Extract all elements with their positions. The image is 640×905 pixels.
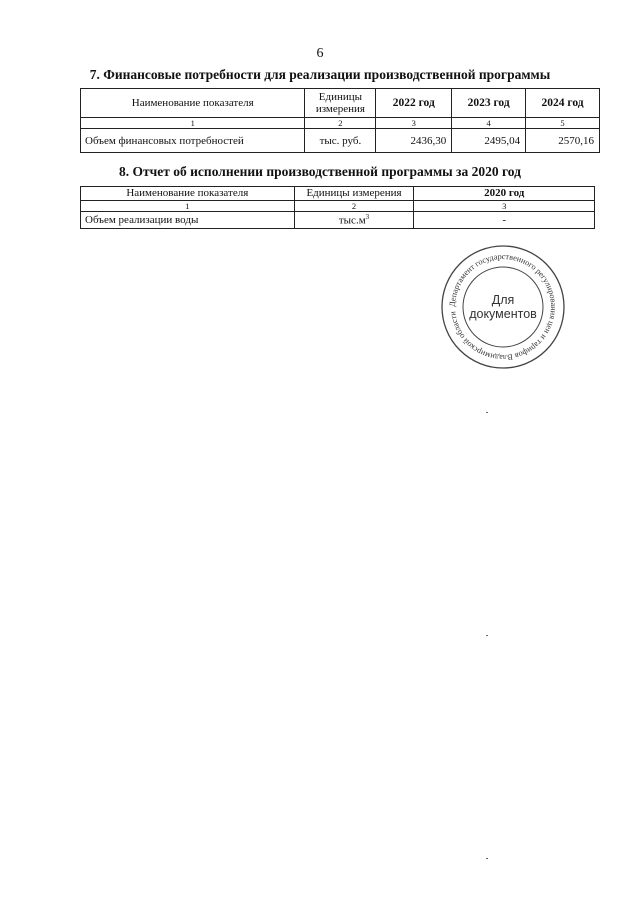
header-2022: 2022 год xyxy=(376,89,452,118)
table-row xyxy=(81,129,600,153)
value-2020: - xyxy=(414,212,595,229)
table-header-row xyxy=(81,187,595,201)
row-indicator-name: Объем реализации воды xyxy=(81,212,295,229)
row-unit: тыс. руб. xyxy=(305,129,376,153)
header-unit xyxy=(305,89,376,118)
row-unit-text: тыс.м xyxy=(338,214,366,227)
scan-speck xyxy=(486,412,488,413)
stamp-center-line1: Для xyxy=(491,293,515,307)
header-2023: 2023 год xyxy=(452,89,526,118)
column-number-row xyxy=(81,201,595,212)
table-header-row xyxy=(81,89,600,118)
financial-needs-table xyxy=(80,88,600,153)
section-7-title: 7. Финансовые потребности для реализации производственной программы xyxy=(89,67,551,82)
header-unit-line2: измерения xyxy=(315,103,365,115)
stamp-center xyxy=(440,244,566,370)
header-indicator-name: Наименование показателя xyxy=(81,89,305,118)
value-2022: 2436,30 xyxy=(376,129,452,153)
value-2023: 2495,04 xyxy=(452,129,526,153)
value-2024: 2570,16 xyxy=(526,129,600,153)
table-row xyxy=(81,212,595,229)
page-number: 6 xyxy=(316,46,324,61)
stamp-ring-text: Департамент государственного регулирования цен и тарифов Владимирской области xyxy=(447,251,559,363)
column-number: 1 xyxy=(81,118,305,129)
column-number: 5 xyxy=(526,118,600,129)
header-unit: Единицы измерения xyxy=(294,187,414,201)
column-number: 2 xyxy=(294,201,414,212)
column-number: 3 xyxy=(414,201,595,212)
column-number-row xyxy=(81,118,600,129)
header-unit-line1: Единицы xyxy=(318,91,363,103)
row-unit-superscript: 3 xyxy=(365,213,370,222)
column-number: 1 xyxy=(81,201,295,212)
column-number: 3 xyxy=(376,118,452,129)
scan-speck xyxy=(486,858,488,859)
scan-speck xyxy=(486,635,488,636)
column-number: 2 xyxy=(305,118,376,129)
section-8-title: 8. Отчет об исполнении производственной программы за 2020 год xyxy=(119,164,521,179)
row-unit xyxy=(294,212,414,229)
header-2020: 2020 год xyxy=(414,187,595,201)
column-number: 4 xyxy=(452,118,526,129)
header-indicator-name: Наименование показателя xyxy=(81,187,295,201)
row-indicator-name: Объем финансовых потребностей xyxy=(81,129,305,153)
program-report-table xyxy=(80,186,595,229)
stamp-center-line2: документов xyxy=(469,307,537,321)
header-2024: 2024 год xyxy=(526,89,600,118)
